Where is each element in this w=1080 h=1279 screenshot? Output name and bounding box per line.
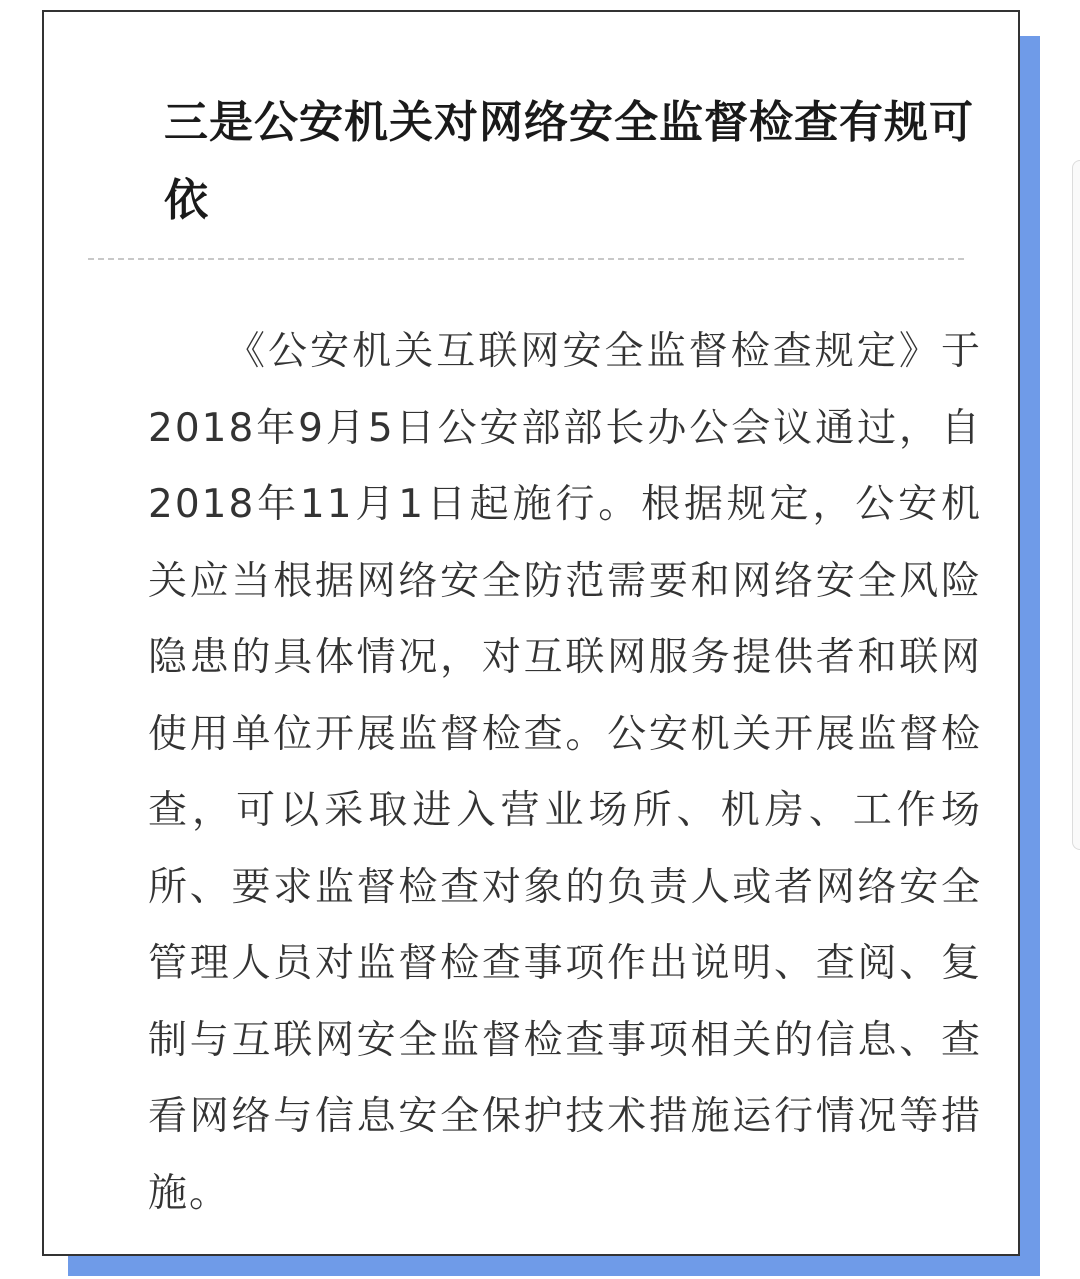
dashed-divider [88, 258, 964, 260]
article-card [42, 10, 1020, 1256]
scrollbar-edge[interactable] [1072, 160, 1080, 850]
article-body: 《公安机关互联网安全监督检查规定》于2018年9月5日公安部部长办公会议通过，自2018年11月1日起施行。根据规定，公安机关应当根据网络安全防范需要和网络安全风险隐患的具体情况，对互联网服务提供者和联网使用单位开展监督检查。公安机关开展监督检查，可以采取进入营业场所、机房、工作场所、要求监督检查对象的负责人或者网络安全管理人员对监督检查事项作出说明、查阅、复制与互联网安全监督检查事项相关的信息、查看网络与信息安全保护技术措施运行情况等措施。 [148, 329, 982, 1216]
article-title: 三是公安机关对网络安全监督检查有规可依 [164, 97, 974, 226]
